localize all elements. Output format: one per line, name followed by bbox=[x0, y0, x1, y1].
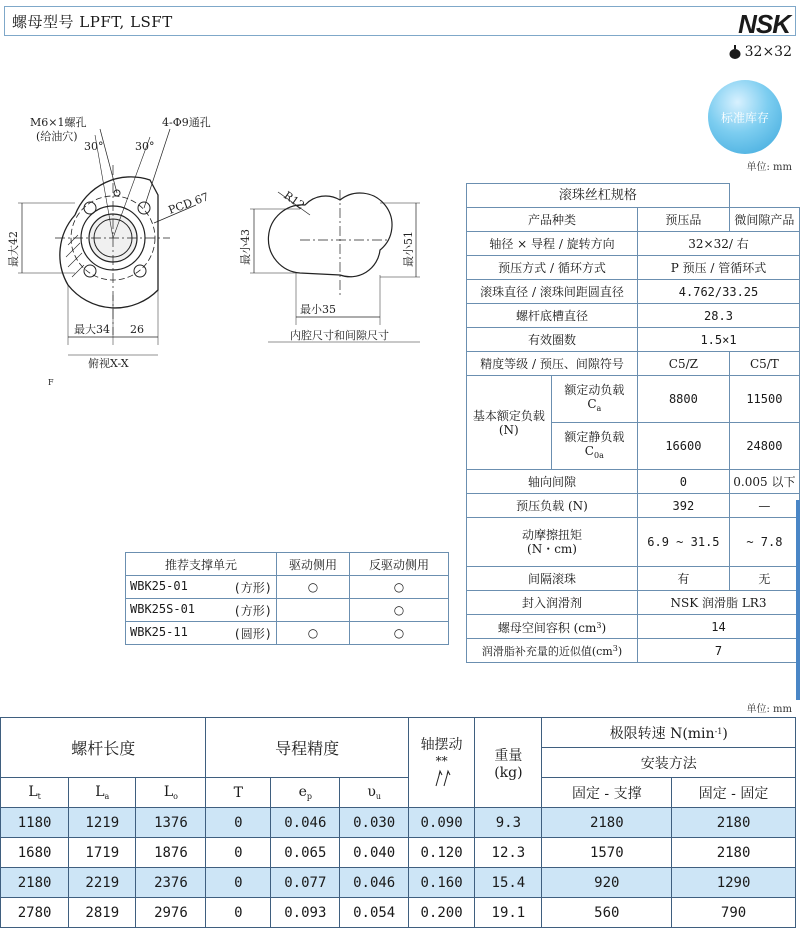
spec-row-label: 有效圈数 bbox=[467, 328, 638, 352]
th-vu-sub: u bbox=[375, 792, 381, 801]
spec-space-value: 14 bbox=[638, 615, 800, 639]
cell: 0.046 bbox=[271, 808, 340, 838]
spec-row-value: 1.5×1 bbox=[638, 328, 800, 352]
spec-table bbox=[466, 183, 800, 663]
spec-refill-sup: 3 bbox=[612, 644, 618, 653]
th-vu-label: υ bbox=[367, 784, 376, 800]
spec-row-label: 预压方式 / 循环方式 bbox=[467, 256, 638, 280]
spec-torque-cell bbox=[467, 518, 638, 567]
spec-axial-b: 0.005 以下 bbox=[729, 470, 799, 494]
cell: 2976 bbox=[136, 898, 206, 928]
min43-label: 最小43 bbox=[239, 229, 252, 265]
support-header-drive: 驱动侧用 bbox=[277, 553, 350, 576]
cell: 1680 bbox=[1, 838, 69, 868]
spec-row-label: 螺杆底槽直径 bbox=[467, 304, 638, 328]
cell: 19.1 bbox=[475, 898, 542, 928]
th-ep-sub: p bbox=[306, 792, 313, 801]
support-anti: ○ bbox=[350, 622, 449, 645]
th-lt bbox=[1, 778, 69, 808]
th-runout-label: 轴摆动 bbox=[420, 736, 463, 753]
th-mounting: 安装方法 bbox=[542, 748, 796, 778]
size-value: 32×32 bbox=[744, 44, 792, 60]
spec-refill-value: 7 bbox=[638, 639, 800, 663]
spec-stat-sub: 0a bbox=[593, 450, 604, 460]
spec-stat-cell bbox=[551, 423, 637, 470]
spec-spacer-a: 有 bbox=[638, 567, 730, 591]
cell: 12.3 bbox=[475, 838, 542, 868]
mark-f: F bbox=[48, 378, 54, 387]
spec-row-value: 28.3 bbox=[638, 304, 800, 328]
spec-basic-load bbox=[467, 376, 552, 470]
unit-label-2: 单位: mm bbox=[746, 704, 792, 715]
cell: 0.160 bbox=[408, 868, 474, 898]
mount-hole-3 bbox=[84, 265, 96, 277]
th-speed-limit bbox=[542, 718, 796, 748]
cell: 2219 bbox=[69, 868, 136, 898]
cell: 0.040 bbox=[340, 838, 408, 868]
spec-dyn-label: 额定动负载 bbox=[564, 382, 625, 397]
cell: 2180 bbox=[542, 808, 672, 838]
scrollbar[interactable] bbox=[796, 500, 800, 700]
th-ep bbox=[271, 778, 340, 808]
cell: 2180 bbox=[1, 868, 69, 898]
support-row-model bbox=[126, 599, 277, 622]
cell: 1180 bbox=[1, 808, 69, 838]
stock-badge[interactable]: 标准库存 bbox=[708, 80, 782, 154]
unit-label: 单位: mm bbox=[746, 162, 792, 173]
tap-hole-label: M6×1螺孔 bbox=[30, 116, 87, 129]
cell: 9.3 bbox=[475, 808, 542, 838]
spec-dyn-sub: a bbox=[596, 403, 602, 413]
spec-preload-b: — bbox=[729, 494, 799, 518]
cell: 2180 bbox=[672, 838, 796, 868]
support-shape: (圆形) bbox=[233, 626, 272, 641]
support-table bbox=[125, 552, 449, 645]
th-ep-label: e bbox=[298, 784, 307, 800]
cell: 790 bbox=[672, 898, 796, 928]
th-screw-length: 螺杆长度 bbox=[1, 718, 206, 778]
cell: 1376 bbox=[136, 808, 206, 838]
spec-dyn-a: 8800 bbox=[638, 376, 730, 423]
th-runout bbox=[408, 718, 474, 808]
cell: 2180 bbox=[672, 808, 796, 838]
th-lo-label: L bbox=[163, 784, 174, 800]
th-weight bbox=[475, 718, 542, 808]
size-label bbox=[729, 44, 792, 60]
spec-spacer-label: 间隔滚珠 bbox=[467, 567, 638, 591]
support-anti: ○ bbox=[350, 576, 449, 599]
spec-accuracy-label: 精度等级 / 预压、间隙符号 bbox=[467, 352, 638, 376]
tap-hole-note: (给油穴) bbox=[36, 130, 78, 143]
spec-preload-label: 预压负载 (N) bbox=[467, 494, 638, 518]
spec-space-label: 螺母空间容积 (cm bbox=[497, 620, 597, 635]
spec-dyn-b: 11500 bbox=[729, 376, 799, 423]
support-drive bbox=[277, 599, 350, 622]
spec-basic-load-unit: (N) bbox=[498, 422, 519, 437]
angle-label-2: 30° bbox=[135, 140, 155, 153]
support-model: WBK25-01 bbox=[130, 578, 188, 593]
th-speed-sup: -1 bbox=[714, 726, 723, 736]
cell: 2780 bbox=[1, 898, 69, 928]
th-lo bbox=[136, 778, 206, 808]
max42-label: 最大42 bbox=[7, 231, 20, 267]
th-runout-mark: ** bbox=[435, 753, 448, 768]
support-model: WBK25S-01 bbox=[130, 601, 196, 616]
support-drive: ○ bbox=[277, 622, 350, 645]
spec-row-value: 4.762/33.25 bbox=[638, 280, 800, 304]
spec-title: 滚珠丝杠规格 bbox=[467, 184, 730, 208]
view-label: 俯视X-X bbox=[88, 357, 129, 370]
runout-symbol-icon bbox=[430, 768, 454, 788]
th-speed-close: ) bbox=[722, 725, 728, 742]
spec-axial-a: 0 bbox=[638, 470, 730, 494]
spec-torque-label: 动摩擦扭矩 bbox=[522, 528, 583, 542]
spec-accuracy-b: C5/T bbox=[729, 352, 799, 376]
th-fixed-fixed: 固定 - 固定 bbox=[672, 778, 796, 808]
spec-space-sup: 3 bbox=[596, 620, 602, 630]
cell: 0.200 bbox=[408, 898, 474, 928]
support-row-model bbox=[126, 622, 277, 645]
dimensions-table bbox=[0, 717, 796, 928]
cell: 920 bbox=[542, 868, 672, 898]
spec-grease-value: NSK 润滑脂 LR3 bbox=[638, 591, 800, 615]
spec-stat-sym: C bbox=[584, 443, 594, 458]
spec-product-type: 产品种类 bbox=[467, 208, 638, 232]
max34-label: 最大34 bbox=[74, 323, 110, 336]
th-fixed-support: 固定 - 支撑 bbox=[542, 778, 672, 808]
support-model: WBK25-11 bbox=[130, 624, 188, 639]
spec-refill-cell bbox=[467, 639, 638, 663]
min35-label: 最小35 bbox=[300, 303, 336, 316]
th-weight-label: 重量 bbox=[494, 747, 523, 764]
cell: 2376 bbox=[136, 868, 206, 898]
cell: 1219 bbox=[69, 808, 136, 838]
cell: 0 bbox=[206, 838, 271, 868]
cell: 0.030 bbox=[340, 808, 408, 838]
th-la-sub: a bbox=[104, 792, 110, 801]
cell: 0 bbox=[206, 808, 271, 838]
table-row bbox=[1, 868, 796, 898]
cell: 0.046 bbox=[340, 868, 408, 898]
support-drive: ○ bbox=[277, 576, 350, 599]
spec-axial-label: 轴向间隙 bbox=[467, 470, 638, 494]
pcd-label: PCD 67 bbox=[166, 190, 211, 217]
spec-grease-label: 封入润滑剂 bbox=[467, 591, 638, 615]
spec-col-micro: 微间隙产品 bbox=[729, 208, 799, 232]
cell: 15.4 bbox=[475, 868, 542, 898]
spec-torque-unit: (N・cm) bbox=[527, 542, 577, 556]
spec-preload-a: 392 bbox=[638, 494, 730, 518]
spec-torque-a: 6.9 ~ 31.5 bbox=[638, 518, 730, 567]
spec-row-value: 32×32/ 右 bbox=[638, 232, 800, 256]
brand-logo: NSK bbox=[738, 9, 790, 39]
cell: 0.065 bbox=[271, 838, 340, 868]
spec-space-close: ) bbox=[601, 620, 607, 635]
cell: 0.090 bbox=[408, 808, 474, 838]
cell: 0.054 bbox=[340, 898, 408, 928]
cell: 1876 bbox=[136, 838, 206, 868]
spec-dyn-sym: C bbox=[587, 396, 597, 411]
support-shape: (方形) bbox=[233, 580, 272, 595]
dim26-label: 26 bbox=[130, 323, 144, 336]
table-row bbox=[1, 808, 796, 838]
th-lt-sub: t bbox=[37, 792, 41, 801]
support-anti: ○ bbox=[350, 599, 449, 622]
table-row bbox=[1, 838, 796, 868]
mount-hole-4 bbox=[134, 265, 146, 277]
spec-space-cell bbox=[467, 615, 638, 639]
cell: 560 bbox=[542, 898, 672, 928]
cell: 2819 bbox=[69, 898, 136, 928]
spec-spacer-b: 无 bbox=[729, 567, 799, 591]
th-la-label: L bbox=[95, 784, 105, 800]
spec-row-label: 轴径 × 导程 / 旋转方向 bbox=[467, 232, 638, 256]
spec-torque-b: ~ 7.8 bbox=[729, 518, 799, 567]
th-lo-sub: o bbox=[173, 792, 178, 801]
r12-label: R12 bbox=[281, 188, 307, 213]
page-title: 螺母型号 LPFT, LSFT bbox=[12, 13, 173, 31]
cell: 1719 bbox=[69, 838, 136, 868]
cell: 0.120 bbox=[408, 838, 474, 868]
spec-row-value: P 预压 / 管循环式 bbox=[638, 256, 800, 280]
th-lead-accuracy: 导程精度 bbox=[206, 718, 408, 778]
spec-row-label: 滚珠直径 / 滚珠间距圆直径 bbox=[467, 280, 638, 304]
spec-accuracy-a: C5/Z bbox=[638, 352, 730, 376]
th-t: T bbox=[206, 778, 271, 808]
cell: 1290 bbox=[672, 868, 796, 898]
table-row bbox=[1, 898, 796, 928]
cavity-outline bbox=[268, 193, 392, 277]
spec-dyn-cell bbox=[551, 376, 637, 423]
th-la bbox=[69, 778, 136, 808]
spec-stat-a: 16600 bbox=[638, 423, 730, 470]
min51-label: 最小51 bbox=[402, 231, 415, 267]
support-shape: (方形) bbox=[233, 603, 272, 618]
th-weight-unit: (kg) bbox=[494, 764, 523, 781]
spec-refill-label: 润滑脂补充量的近似值(cm bbox=[481, 645, 613, 658]
angle-label-1: 30° bbox=[84, 140, 104, 153]
th-vu bbox=[340, 778, 408, 808]
cell: 0 bbox=[206, 868, 271, 898]
th-lt-label: L bbox=[28, 784, 38, 800]
spec-stat-b: 24800 bbox=[729, 423, 799, 470]
ball-screw-icon bbox=[729, 45, 741, 59]
cell: 0.093 bbox=[271, 898, 340, 928]
spec-basic-load-label: 基本额定负载 bbox=[472, 408, 545, 423]
spec-col-preload: 预压品 bbox=[638, 208, 730, 232]
cell: 1570 bbox=[542, 838, 672, 868]
nut-drawing bbox=[0, 95, 460, 395]
support-row-model bbox=[126, 576, 277, 599]
mount-hole-1 bbox=[84, 202, 96, 214]
cavity-label: 内腔尺寸和间隙尺寸 bbox=[290, 329, 389, 342]
cell: 0.077 bbox=[271, 868, 340, 898]
cell: 0 bbox=[206, 898, 271, 928]
support-header-unit: 推荐支撑单元 bbox=[126, 553, 277, 576]
th-speed-limit-label: 极限转速 N(min bbox=[609, 725, 715, 742]
spec-stat-label: 额定静负载 bbox=[564, 429, 625, 444]
support-header-anti: 反驱动侧用 bbox=[350, 553, 449, 576]
through-hole-label: 4-Φ9通孔 bbox=[162, 116, 211, 129]
spec-refill-close: ) bbox=[617, 645, 623, 658]
